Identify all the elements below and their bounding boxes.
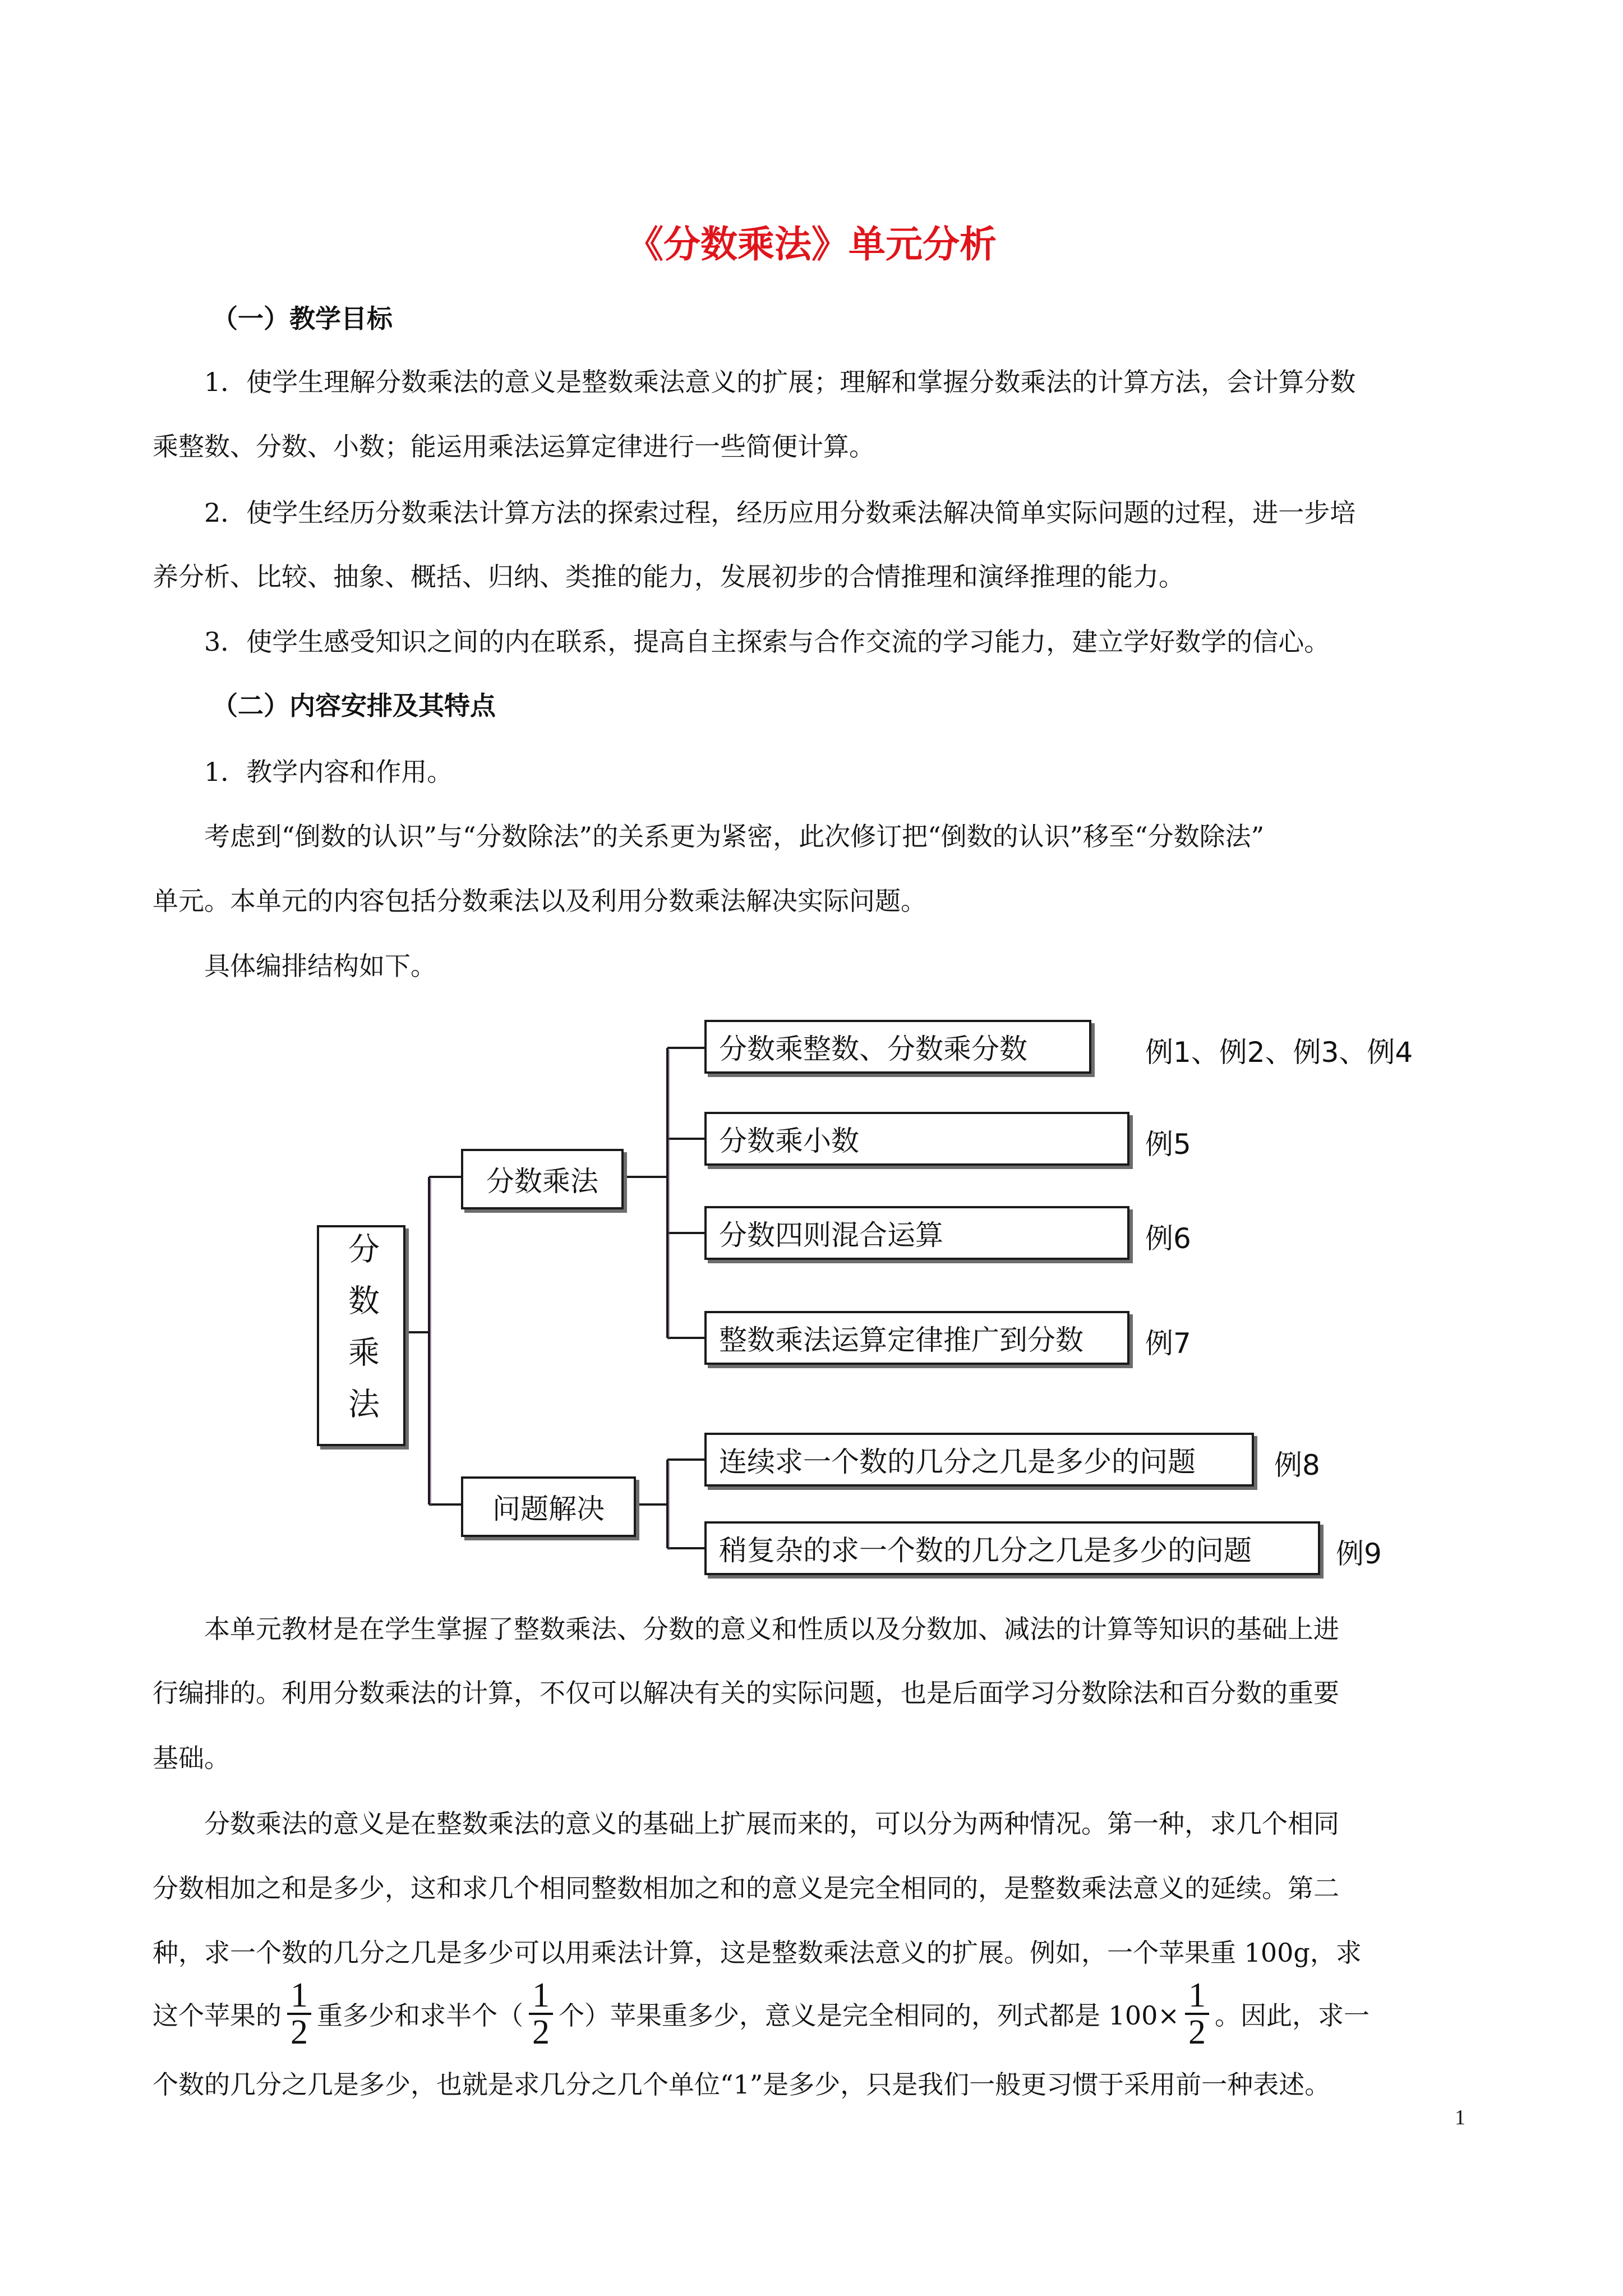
diagram-leaf-1-label: 分数乘整数、分数乘分数 [719, 1033, 1027, 1065]
structure-intro: 具体编排结构如下。 [204, 951, 436, 981]
goal-1-line-2: 乘整数、分数、小数；能运用乘法运算定律进行一些简便计算。 [153, 431, 875, 462]
diagram-leaf-5-example: 例8 [1274, 1449, 1320, 1481]
line-4-segment-d: 。因此，求一 [1214, 2000, 1370, 2031]
diagram-leaf-2-example: 例5 [1145, 1128, 1191, 1161]
goal-1-line-1: 1．使学生理解分数乘法的意义是整数乘法意义的扩展；理解和掌握分数乘法的计算方法，会计算分数 [204, 367, 1356, 397]
section-heading-content: （二）内容安排及其特点 [212, 691, 496, 721]
line-4-segment-b: 重多少和求半个（ [317, 2000, 523, 2031]
content-paragraph-1-line-2: 单元。本单元的内容包括分数乘法以及利用分数乘法解决实际问题。 [153, 886, 926, 916]
body-paragraph-3-line-1: 分数乘法的意义是在整数乘法的意义的基础上扩展而来的，可以分为两种情况。第一种，求几个相同 [204, 1809, 1339, 1839]
fraction-numerator: 1 [287, 1978, 311, 2015]
body-paragraph-2-line-3: 基础。 [153, 1743, 230, 1773]
body-paragraph-3-line-2: 分数相加之和是多少，这和求几个相同整数相加之和的意义是完全相同的，是整数乘法意义的延续。第二 [153, 1873, 1339, 1903]
diagram-leaf-3-example: 例6 [1145, 1222, 1191, 1255]
body-paragraph-3-line-3: 种，求一个数的几分之几是多少可以用乘法计算，这是整数乘法意义的扩展。例如，一个苹果重 100g，求 [153, 1938, 1362, 1968]
diagram-branch-2-box [461, 1476, 636, 1537]
diagram-leaf-6-box [704, 1521, 1320, 1575]
fraction-denominator: 2 [1188, 2013, 1206, 2051]
diagram-leaf-2-label: 分数乘小数 [719, 1125, 859, 1157]
diagram-branch-1-box [461, 1149, 624, 1209]
section-heading-goals: （一）教学目标 [212, 303, 393, 334]
diagram-leaf-3-box [704, 1206, 1129, 1260]
line-4-segment-a: 这个苹果的 [153, 2000, 282, 2031]
page-title: 《分数乘法》单元分析 [626, 223, 997, 266]
diagram-root-box [317, 1225, 405, 1446]
goal-2-line-1: 2．使学生经历分数乘法计算方法的探索过程，经历应用分数乘法解决简单实际问题的过程，进一步培 [204, 498, 1356, 528]
diagram-branch-2-label: 问题解决 [492, 1493, 605, 1525]
goal-3: 3．使学生感受知识之间的内在联系，提高自主探索与合作交流的学习能力，建立学好数学的信心。 [204, 627, 1330, 657]
fraction-numerator: 1 [1185, 1978, 1209, 2015]
diagram-leaf-4-box [704, 1311, 1129, 1365]
fraction-one-half [529, 1978, 553, 2050]
diagram-root-label: 分数乘法 [343, 1232, 380, 1439]
diagram-leaf-4-example: 例7 [1145, 1327, 1191, 1360]
body-paragraph-3-line-5: 个数的几分之几是多少，也就是求几分之几个单位“1”是多少，只是我们一般更习惯于采用前一种表述。 [153, 2069, 1331, 2100]
goal-2-line-2: 养分析、比较、抽象、概括、归纳、类推的能力，发展初步的合情推理和演绎推理的能力。 [153, 562, 1184, 592]
fraction-denominator: 2 [291, 2013, 308, 2051]
body-paragraph-2-line-1: 本单元教材是在学生掌握了整数乘法、分数的意义和性质以及分数加、减法的计算等知识的基础上进 [204, 1614, 1339, 1644]
line-4-segment-c: 个）苹果重多少，意义是完全相同的，列式都是 100× [559, 2000, 1179, 2031]
diagram-leaf-5-box [704, 1433, 1254, 1487]
fraction-one-half [1185, 1978, 1209, 2050]
body-paragraph-3-line-4 [153, 1975, 1487, 2053]
page-number: 1 [1455, 2106, 1465, 2129]
diagram-leaf-1-box [704, 1020, 1091, 1074]
diagram-leaf-6-label: 稍复杂的求一个数的几分之几是多少的问题 [719, 1534, 1252, 1567]
body-paragraph-2-line-2: 行编排的。利用分数乘法的计算，不仅可以解决有关的实际问题，也是后面学习分数除法和百分数的重要 [153, 1678, 1339, 1708]
diagram-branch-1-label: 分数乘法 [486, 1165, 598, 1198]
diagram-leaf-6-example: 例9 [1336, 1538, 1382, 1570]
fraction-denominator: 2 [532, 2013, 550, 2051]
content-item-1: 1．教学内容和作用。 [204, 757, 453, 787]
diagram-leaf-1-example: 例1、例2、例3、例4 [1145, 1036, 1413, 1069]
diagram-leaf-3-label: 分数四则混合运算 [719, 1219, 943, 1251]
diagram-leaf-5-label: 连续求一个数的几分之几是多少的问题 [719, 1446, 1196, 1478]
diagram-leaf-2-box [704, 1112, 1129, 1166]
content-paragraph-1-line-1: 考虑到“倒数的认识”与“分数除法”的关系更为紧密，此次修订把“倒数的认识”移至“分数除法” [204, 821, 1265, 852]
fraction-numerator: 1 [529, 1978, 553, 2015]
diagram-leaf-4-label: 整数乘法运算定律推广到分数 [719, 1324, 1083, 1356]
fraction-one-half [287, 1978, 311, 2050]
